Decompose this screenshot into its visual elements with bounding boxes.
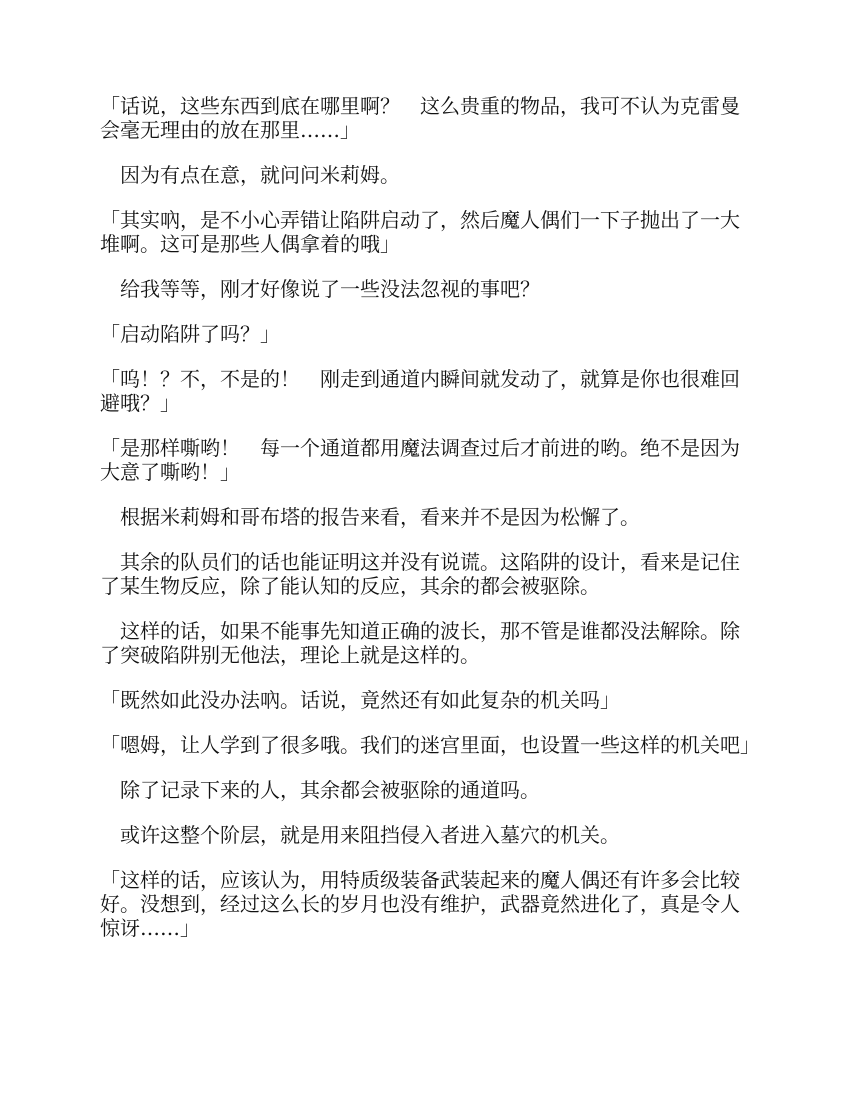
dialogue-paragraph: 「嗯姆，让人学到了很多哦。我们的迷宫里面，也设置一些这样的机关吧」 xyxy=(100,733,760,757)
narration-paragraph: 除了记录下来的人，其余都会被驱除的通道吗。 xyxy=(100,778,540,802)
narration-paragraph: 这样的话，如果不能事先知道正确的波长，那不管是谁都没法解除。除了突破陷阱别无他法，理论上就是这样的。 xyxy=(100,619,740,667)
narration-paragraph: 给我等等，刚才好像说了一些没法忽视的事吧？ xyxy=(100,277,540,301)
dialogue-paragraph: 「既然如此没办法吶。话说，竟然还有如此复杂的机关吗」 xyxy=(100,688,620,712)
narration-paragraph: 其余的队员们的话也能证明这并没有说谎。这陷阱的设计，看来是记住了某生物反应，除了能认知的反应，其余的都会被驱除。 xyxy=(100,550,740,598)
dialogue-paragraph: 「这样的话，应该认为，用特质级装备武装起来的魔人偶还有许多会比较好。没想到，经过这么长的岁月也没有维护，武器竟然进化了，真是令人惊讶……」 xyxy=(100,868,740,940)
narration-paragraph: 因为有点在意，就问问米莉姆。 xyxy=(100,163,400,187)
dialogue-paragraph: 「呜！？不，不是的！ 刚走到通道内瞬间就发动了，就算是你也很难回避哦？」 xyxy=(100,367,740,415)
narration-paragraph: 或许这整个阶层，就是用来阻挡侵入者进入墓穴的机关。 xyxy=(100,823,620,847)
dialogue-paragraph: 「其实吶，是不小心弄错让陷阱启动了，然后魔人偶们一下子抛出了一大堆啊。这可是那些人偶拿着的哦」 xyxy=(100,208,740,256)
dialogue-paragraph: 「话说，这些东西到底在哪里啊？ 这么贵重的物品，我可不认为克雷曼会毫无理由的放在那里……」 xyxy=(100,94,740,142)
dialogue-paragraph: 「启动陷阱了吗？」 xyxy=(100,322,280,346)
dialogue-paragraph: 「是那样嘶哟！ 每一个通道都用魔法调查过后才前进的哟。绝不是因为大意了嘶哟！」 xyxy=(100,436,740,484)
narration-paragraph: 根据米莉姆和哥布塔的报告来看，看来并不是因为松懈了。 xyxy=(100,505,640,529)
